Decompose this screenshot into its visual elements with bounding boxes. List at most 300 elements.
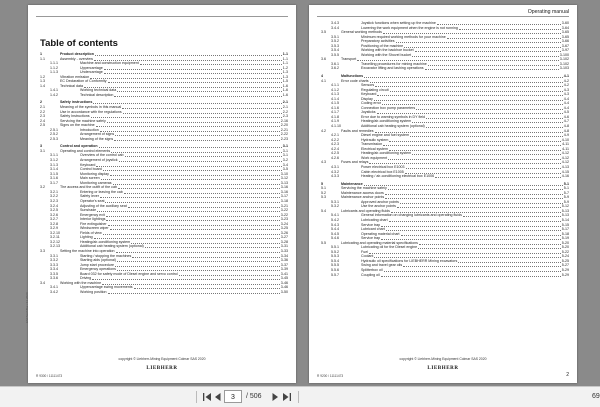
toc-entry-number: 3.4.4 (331, 25, 339, 30)
toc-entry-page: 3-1 (282, 153, 288, 158)
toc-entry-number: 3.2.12 (50, 239, 60, 244)
toc-entry-label: Setting the machine into operation (60, 248, 115, 253)
toc-entry-number: 3.5 (321, 30, 326, 35)
liebherr-logo: LIEBHERR (427, 366, 459, 371)
toc-entry-page: 4-16 (561, 174, 569, 179)
toc-entry-number: 3.6 (321, 57, 326, 62)
toc-entry-number: 1.1.2 (50, 65, 58, 70)
toc-entry[interactable] (40, 290, 288, 295)
toc-entry-page: 5-12 (561, 204, 569, 209)
toc-entry-page: 4-8 (563, 124, 569, 129)
leader-dots (364, 182, 563, 186)
toc-entry-label: Uppercarriage (80, 65, 103, 70)
toc-entry-label: Safety Instructions (60, 114, 90, 119)
toc-entry-number: 3.5.4 (331, 48, 339, 53)
leader-dots (117, 258, 280, 262)
leader-dots (374, 97, 563, 101)
toc-entry-label: Work equipment (361, 155, 388, 160)
toc-entry-number: 3.1.3 (50, 162, 58, 167)
leader-dots (403, 263, 561, 267)
leader-dots (388, 186, 563, 190)
leader-dots (114, 137, 280, 141)
leader-dots (401, 232, 561, 236)
toc-entry-number: 3.6.2 (331, 66, 339, 71)
toc-entry-page: 5-24 (561, 254, 569, 259)
toc-entry-page: 3-97 (561, 48, 569, 53)
toc-entry-page: 5-1 (563, 186, 569, 191)
toc-entry-number: 2.5.1 (50, 127, 58, 132)
leader-dots (145, 244, 280, 248)
toc-entry-label: Maintenance anchor points (341, 195, 385, 200)
toc-entry-label: Emergency operations (80, 267, 116, 272)
toc-entry-label: Introduction (80, 127, 99, 132)
toc-entry-page: 3-22 (280, 208, 288, 213)
leader-dots (96, 163, 281, 167)
toc-entry-page: 1-2 (282, 65, 288, 70)
leader-dots (104, 70, 282, 74)
toc-entry-page: 5-27 (561, 263, 569, 268)
leader-dots (119, 158, 282, 162)
page-total: / 506 (246, 393, 262, 400)
toc-entry-label: Transport (341, 57, 357, 62)
toc-entry-number: 5.5.7 (331, 272, 339, 277)
toc-entry-label: Additional cab heating system (optional) (80, 244, 144, 249)
zoom-level[interactable]: 69 (592, 393, 600, 400)
toc-entry-number: 2.5.2 (50, 132, 58, 137)
toc-entry-label: Technical description (80, 92, 114, 97)
toc-entry-page: 4-4 (563, 96, 569, 101)
toc-entry-number: 4.1.3 (331, 92, 339, 97)
toc-entry-number: 1.4.1 (50, 88, 58, 93)
toc-entry-label: Safety lever (80, 194, 99, 199)
leader-dots (385, 195, 563, 199)
toc-entry-number: 4.2.2 (331, 137, 339, 142)
toc-entry-label: Service trap (361, 236, 381, 241)
toc-entry-number: 1.2 (40, 74, 45, 79)
toc-entry-number: 4.1.9 (331, 119, 339, 124)
leader-dots (84, 84, 282, 88)
leader-dots (96, 123, 280, 127)
leader-dots (389, 147, 561, 151)
toc-entry[interactable] (321, 273, 569, 278)
toc-entry-label: Working technical data (80, 88, 117, 93)
toc-entry-label: Lubricating chart (361, 217, 388, 222)
first-page-icon[interactable] (202, 391, 212, 403)
toc-entry-page: 4-9 (563, 133, 569, 138)
leader-dots (364, 74, 563, 78)
toc-entry-number: 1.4 (40, 83, 45, 88)
toc-entry-label: Cabin electrical box E1005 (361, 169, 404, 174)
toc-entry-number: 4.2.1 (331, 133, 339, 138)
toc-entry-label: The access and the outfit of the cab (60, 185, 117, 190)
toc-entry-number: 4.1.5 (331, 101, 339, 106)
previous-page-icon[interactable] (213, 391, 222, 403)
toc-entry-label: Malfunctions (341, 74, 364, 79)
leader-dots (383, 30, 561, 34)
toc-entry-label: Coupling oil (361, 272, 380, 277)
leader-dots (115, 263, 280, 267)
toc-entry-number: 5.5.5 (331, 263, 339, 268)
doc-code: R 9200 / 11111473 (317, 374, 344, 378)
toc-entry-number: 4.3 (321, 160, 326, 165)
leader-dots (389, 218, 561, 222)
toc-entry-label: Lubricating and operating material specifications (341, 240, 418, 245)
toc-entry-label: Display (361, 96, 373, 101)
leader-dots (131, 240, 280, 244)
toc-entry-number: 3.1.1 (50, 153, 58, 158)
toc-entry-label: Approved anchor points (361, 199, 399, 204)
toc-entry-label: Arrangement of signs (80, 132, 115, 137)
leader-dots (390, 88, 563, 92)
toc-entry-page: 4-3 (563, 92, 569, 97)
toc-entry-label: Preparatory activities (361, 39, 395, 44)
toc-entry-number: 5.4.5 (331, 231, 339, 236)
toc-entry-label: Hydraulic oil specifications for LIEBHERR Mining excavators (361, 258, 458, 263)
toc-entry-number: 3.2.4 (50, 203, 58, 208)
toc-entry-label: Sensors (361, 83, 375, 88)
toc-entry-label: Use in accordance with the regulations (60, 109, 122, 114)
leader-dots (134, 285, 280, 289)
toc-title: Table of contents (40, 38, 118, 49)
toc-entry-label: Emergency exit (80, 212, 105, 217)
toc-entry-number: 2.4 (40, 118, 45, 123)
toc-entry-number: 4.2.3 (331, 142, 339, 147)
next-page-icon[interactable] (271, 391, 280, 403)
toc-entry-page: 4-10 (561, 137, 569, 142)
doc-code: R 9300 / 11111473 (36, 374, 63, 378)
toc-entry-page: 2-22 (280, 132, 288, 137)
toc-entry-label: Entering or leaving the cab (80, 189, 123, 194)
leader-dots (95, 52, 282, 56)
toc-entry-page: 5-19 (561, 236, 569, 241)
toc-entry-page: 5-9 (563, 195, 569, 200)
toc-entry-number: 4.1.4 (331, 96, 339, 101)
leader-dots (404, 44, 561, 48)
toc-entry-page: 3-100 (559, 52, 569, 57)
toc-entry-page: 3-16 (280, 189, 288, 194)
toc-entry-page: 3-34 (280, 253, 288, 258)
toc-list-left (40, 52, 288, 294)
toc-entry-number: 3.3.2 (50, 258, 58, 263)
toc-entry-label: Operator's seat (80, 198, 105, 203)
toc-entry-number: 5.5.4 (331, 258, 339, 263)
toc-entry-page: 4-13 (561, 164, 569, 169)
leader-dots (124, 190, 280, 194)
toc-entry-page: 3-67 (561, 43, 569, 48)
toc-entry-number: 3 (40, 144, 42, 149)
toc-entry-number: 3.3.4 (50, 267, 58, 272)
leader-dots (374, 254, 560, 258)
leader-dots (419, 241, 561, 245)
toc-entry-number: 4.1 (321, 78, 326, 83)
toc-entry-page: 3-4 (282, 162, 288, 167)
leader-dots (416, 106, 563, 110)
toc-entry-label: Excavator lifting and lashing operations (361, 66, 424, 71)
toc-entry-label: Maintenance (341, 181, 363, 186)
toc-entry-page: 3-39 (280, 267, 288, 272)
toc-entry-page: 4-4 (563, 101, 569, 106)
toc-entry-number: 2.5.3 (50, 136, 58, 141)
leader-dots (375, 129, 563, 133)
toc-entry-number: 3.4.3 (331, 21, 339, 25)
toc-entry-page: 3-102 (559, 61, 569, 66)
page-number-input[interactable]: 3 (224, 390, 242, 403)
leader-dots (103, 231, 280, 235)
leader-dots (357, 57, 559, 61)
toc-entry-number: 4.3.1 (331, 164, 339, 169)
toc-entry-number: 2.5 (40, 123, 45, 128)
leader-dots (106, 217, 279, 221)
toc-entry-page: 4-2 (563, 78, 569, 83)
toc-entry-number: 3.1 (40, 148, 45, 153)
toc-entry-number: 3.5.2 (331, 39, 339, 44)
leader-dots (415, 48, 561, 52)
toc-entry-page: 3-1 (282, 144, 288, 149)
toc-entry-page: 5-18 (561, 231, 569, 236)
toc-entry-page: 5-13 (561, 213, 569, 218)
toc-entry-page: 1-5 (282, 79, 288, 84)
toc-entry-number: 3.2 (40, 185, 45, 190)
leader-dots (132, 254, 279, 258)
leader-dots (93, 100, 281, 104)
toc-entry-page: 1-1 (282, 61, 288, 66)
toc-entry-label: Machine and construction equipment (80, 61, 139, 66)
leader-dots (397, 204, 561, 208)
toc-entry-label: Regulating circuit (361, 87, 389, 92)
toc-entry-label: General information on changing lubricants and operating fluids (361, 213, 462, 218)
toc-entry[interactable] (40, 137, 288, 142)
toc-entry-number: 3.3.3 (50, 262, 58, 267)
toc-entry-label: General working methods (341, 30, 382, 35)
toc-entry-number: 3.4.1 (50, 285, 58, 290)
toc-entry-number: 4.2.6 (331, 155, 339, 160)
toc-entry-number: 3.5.3 (331, 43, 339, 48)
toc-entry-label: Starting / stopping the machines (80, 253, 132, 258)
toc-entry-page: 4-5 (563, 110, 569, 115)
viewer-toolbar (0, 386, 600, 407)
leader-dots (412, 119, 563, 123)
toc-entry-page: 4-12 (561, 155, 569, 160)
toc-entry-page: 4-3 (563, 87, 569, 92)
toc-entry-page: 5-29 (561, 267, 569, 272)
leader-dots (90, 75, 281, 79)
toc-entry-page: 5-13 (561, 208, 569, 213)
leader-dots (426, 115, 563, 119)
toc-entry-label: Transmission (361, 142, 383, 147)
toc-entry-label: Servicing the machine safely (341, 186, 387, 191)
toc-entry-page: 5-22 (561, 249, 569, 254)
leader-dots (116, 249, 280, 253)
toc-entry-label: Positioning of the machine (361, 43, 404, 48)
leader-dots (99, 144, 282, 148)
toc-entry-label: Keyboard (80, 162, 96, 167)
toc-entry-number: 2.1 (40, 105, 45, 110)
leader-dots (463, 213, 561, 217)
toc-entry-label: Working with the Shovel bucket (361, 52, 412, 57)
toc-entry-label: Travelling procedures for mining machine (361, 61, 427, 66)
leader-dots (385, 191, 563, 195)
toc-entry-number: 5.5.2 (331, 249, 339, 254)
leader-dots (459, 26, 561, 30)
toc-entry-number: 3.2.10 (50, 230, 60, 235)
toc-entry-number: 5.3.2 (331, 204, 339, 209)
toc-entry-label: Starting aids (optional) (80, 258, 116, 263)
toc-entry-page: 3-65 (561, 30, 569, 35)
toolbar-separator (196, 391, 197, 403)
toc-entry-label: Working with the machine (60, 280, 102, 285)
toc-entry-page: 4-1 (563, 74, 569, 79)
toc-entry-label: Lighting (80, 235, 93, 240)
toc-entry-number: 3.2.1 (50, 189, 58, 194)
leader-dots (122, 105, 282, 109)
leader-dots (400, 200, 563, 204)
toc-entry-page: 3-60 (561, 21, 569, 25)
toc-list-right (321, 21, 569, 277)
header-rule (317, 16, 569, 17)
toc-entry-number: 5.5.3 (331, 254, 339, 259)
toc-entry-number: 4.3.2 (331, 169, 339, 174)
toc-entry-page: 3-65 (561, 34, 569, 39)
toc-entry-page: 5-20 (561, 245, 569, 250)
toc-entry-number: 5.4 (321, 208, 326, 213)
liebherr-logo: LIEBHERR (146, 366, 178, 371)
toc-entry-number: 1.3 (40, 79, 45, 84)
toc-entry-page: 3-2 (282, 158, 288, 163)
toc-entry-label: Uppercarriage swing movements (80, 285, 133, 290)
leader-dots (428, 62, 559, 66)
toc-entry-page: 1-6 (282, 88, 288, 93)
leader-dots (108, 79, 282, 83)
leader-dots (418, 245, 561, 249)
toc-entry-label: Heating / air-conditioning electrical box E1006 (361, 174, 435, 179)
toc-entry-label: Operating and control elements (60, 148, 111, 153)
toc-entry-label: Faults and remedies (341, 128, 374, 133)
leader-dots (92, 276, 280, 280)
toc-entry-number: 4.1.1 (331, 83, 339, 88)
toc-entry-number: 3.2.13 (50, 244, 60, 249)
toc-entry-page: 5-9 (563, 199, 569, 204)
leader-dots (391, 209, 561, 213)
toc-entry-page: 3-22 (280, 212, 288, 217)
leader-dots (396, 39, 561, 43)
toc-entry-label: Fuses and relays (341, 160, 369, 165)
toc-entry-number: 4.1.8 (331, 114, 339, 119)
toc-entry-label: Windscreen wiper (80, 226, 109, 231)
toc-entry-number: 1.1.1 (50, 61, 58, 66)
toc-entry-label: Fuel (361, 249, 368, 254)
toc-entry-page: 3-12 (280, 176, 288, 181)
toc-entry[interactable] (321, 174, 569, 179)
toc-entry-number: 4.1.6 (331, 105, 339, 110)
toc-entry-label: Monitoring display (80, 171, 109, 176)
toc-entry-page: 2-2 (282, 109, 288, 114)
toc-entry-number: 5.3.1 (331, 199, 339, 204)
leader-dots (100, 128, 280, 132)
toc-entry-page: 3-64 (561, 25, 569, 30)
toc-entry-page: 2-23 (280, 136, 288, 141)
leader-dots (113, 181, 280, 185)
toc-entry-number: 3.2.8 (50, 221, 58, 226)
leader-dots (370, 79, 563, 83)
leader-dots (110, 172, 280, 176)
toc-entry-label: Main screen (80, 176, 100, 181)
leader-dots (128, 204, 280, 208)
leader-dots (458, 259, 561, 263)
toc-entry-number: 3.6.1 (331, 61, 339, 66)
toc-entry-label: Signs on the machine (60, 123, 95, 128)
toc-entry[interactable] (40, 93, 288, 98)
toc-entry-number: 3.2.11 (50, 235, 60, 240)
toc-entry-label: Control and operation (60, 144, 98, 149)
toc-entry-page: 4-4 (563, 105, 569, 110)
left-page (25, 5, 296, 383)
header-rule (36, 16, 288, 17)
toc-entry-number: 3.1.7 (50, 180, 58, 185)
toc-entry-page: 3-102 (559, 57, 569, 62)
toc-entry-label: Assembly - overview (60, 56, 93, 61)
toc-entry-number: 4.2 (321, 128, 326, 133)
leader-dots (117, 267, 280, 271)
toc-entry-page: 3-36 (280, 258, 288, 263)
toc-entry-page: 1-3 (282, 70, 288, 75)
toc-entry[interactable] (321, 66, 569, 71)
toc-entry-number: 2.3 (40, 114, 45, 119)
leader-dots (447, 35, 561, 39)
toc-entry-number: 5.1 (321, 186, 326, 191)
toc-entry-label: Board 032 for safety mode of Diesel engine and servo control (80, 271, 178, 276)
toc-entry-page: 1-3 (282, 74, 288, 79)
toc-entry-page: 3-25 (280, 226, 288, 231)
toc-entry-label: Hydraulic system (361, 137, 389, 142)
toc-entry-number: 4.1.10 (331, 124, 341, 129)
leader-dots (386, 227, 561, 231)
leader-dots (377, 110, 563, 114)
toc-entry-number: 3.3 (40, 248, 45, 253)
toc-entry-label: Diesel engine and fuel system (361, 133, 409, 138)
toc-entry-page: 4-8 (563, 128, 569, 133)
leader-dots (118, 185, 280, 189)
toc-entry-number: 5.5 (321, 240, 326, 245)
toc-entry-page: 5-20 (561, 240, 569, 245)
toc-entry-page: 4-12 (561, 151, 569, 156)
toc-entry-label: Operating material chart (361, 231, 400, 236)
toc-entry-page: 3-5 (282, 167, 288, 172)
toc-entry-label: Power electrical box E1003 (361, 164, 405, 169)
toc-entry-number: 3.3.5 (50, 271, 58, 276)
last-page-icon[interactable] (282, 391, 292, 403)
toc-entry-number: 1.1 (40, 56, 45, 61)
toc-entry-number: 5.4.1 (331, 213, 339, 218)
toc-entry-label: Service trap (361, 222, 381, 227)
toc-entry-label: Jump start procedure (80, 262, 114, 267)
toc-entry-number: 5.4.6 (331, 236, 339, 241)
page-number: 2 (566, 372, 569, 378)
leader-dots (94, 57, 282, 61)
leader-dots (382, 101, 563, 105)
toc-entry-label: Interior lightings (80, 217, 106, 222)
leader-dots (381, 223, 561, 227)
leader-dots (105, 199, 279, 203)
toc-entry-number: 5.5.1 (331, 245, 339, 250)
toc-entry-page: 4-11 (562, 142, 569, 147)
toc-entry-page: 3-41 (280, 271, 288, 276)
toc-entry-label: Joysticks (361, 110, 376, 115)
leader-dots (375, 83, 563, 87)
toc-entry-page: 3-46 (280, 280, 288, 285)
toc-entry-label: Error code charts (341, 78, 369, 83)
toc-entry-page: 3-37 (280, 262, 288, 267)
toc-entry-number: 3.1.4 (50, 167, 58, 172)
